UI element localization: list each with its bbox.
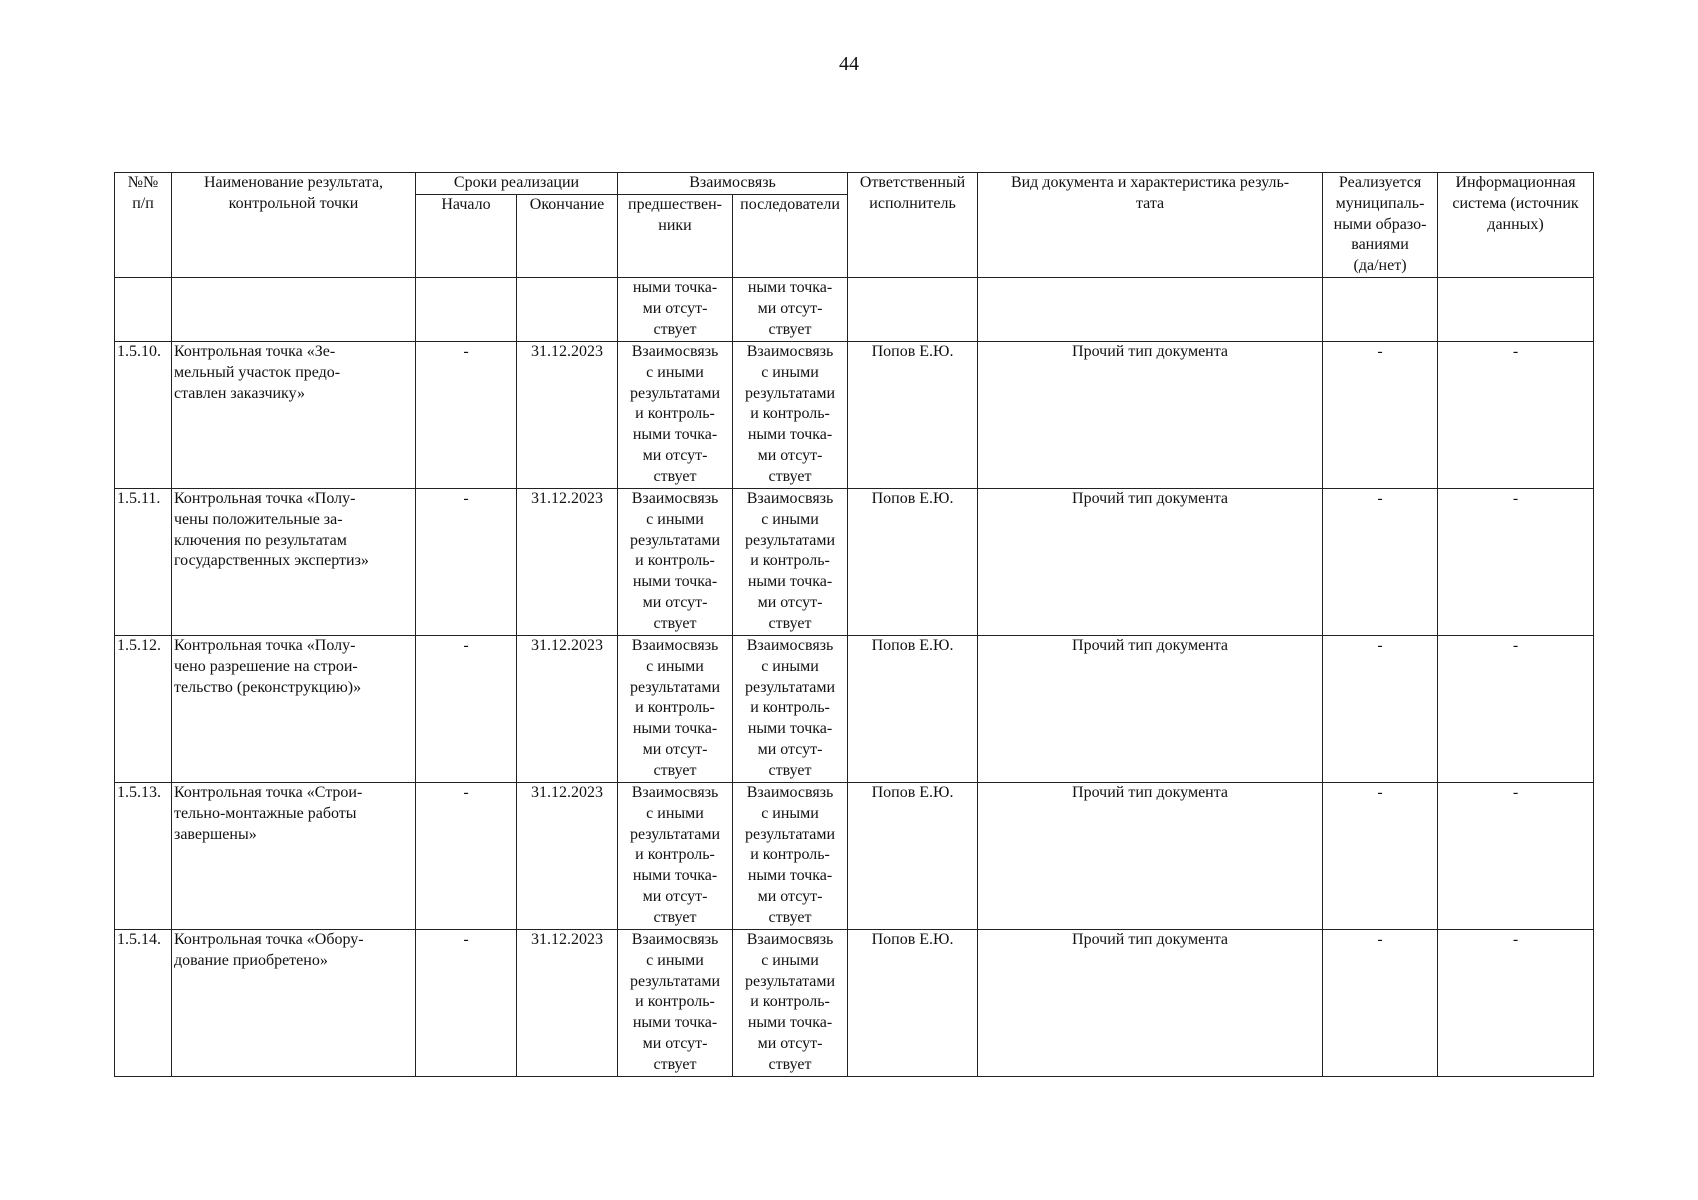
cell-responsible: Попов Е.Ю. xyxy=(848,488,978,635)
cell-doc-type: Прочий тип документа xyxy=(978,488,1323,635)
cell-successors: Взаимосвязь с иными результатами и контроль- ными точка- ми отсут- ствует xyxy=(733,635,848,782)
cell-municipal: - xyxy=(1323,341,1438,488)
cell-successors: Взаимосвязь с иными результатами и контроль- ными точка- ми отсут- ствует xyxy=(733,341,848,488)
cell-start: - xyxy=(416,635,517,782)
table-row-continuation xyxy=(115,277,1594,341)
cell-successors: Взаимосвязь с иными результатами и контроль- ными точка- ми отсут- ствует xyxy=(733,929,848,1076)
cell-name: Контрольная точка «Зе- мельный участок предо- ставлен заказчику» xyxy=(172,341,416,488)
cell-info-system xyxy=(1438,277,1594,341)
table-row xyxy=(115,488,1594,635)
cell-predecessors: ными точка- ми отсут- ствует xyxy=(618,277,733,341)
cell-num: 1.5.10. xyxy=(115,341,172,488)
table-row xyxy=(115,929,1594,1076)
cell-num: 1.5.12. xyxy=(115,635,172,782)
cell-start: - xyxy=(416,488,517,635)
cell-responsible: Попов Е.Ю. xyxy=(848,782,978,929)
cell-doc-type: Прочий тип документа xyxy=(978,929,1323,1076)
header-end: Окончание xyxy=(517,195,618,278)
cell-responsible xyxy=(848,277,978,341)
cell-info-system: - xyxy=(1438,929,1594,1076)
cell-num xyxy=(115,277,172,341)
table-row xyxy=(115,635,1594,782)
cell-predecessors: Взаимосвязь с иными результатами и контроль- ными точка- ми отсут- ствует xyxy=(618,782,733,929)
cell-doc-type: Прочий тип документа xyxy=(978,782,1323,929)
cell-predecessors: Взаимосвязь с иными результатами и контроль- ными точка- ми отсут- ствует xyxy=(618,929,733,1076)
cell-info-system: - xyxy=(1438,341,1594,488)
cell-info-system: - xyxy=(1438,635,1594,782)
control-points-table xyxy=(114,172,1594,1077)
cell-info-system: - xyxy=(1438,488,1594,635)
header-start: Начало xyxy=(416,195,517,278)
cell-info-system: - xyxy=(1438,782,1594,929)
cell-doc-type: Прочий тип документа xyxy=(978,635,1323,782)
cell-start: - xyxy=(416,782,517,929)
cell-responsible: Попов Е.Ю. xyxy=(848,341,978,488)
cell-responsible: Попов Е.Ю. xyxy=(848,635,978,782)
cell-municipal xyxy=(1323,277,1438,341)
cell-name: Контрольная точка «Полу- чены положительные за- ключения по результатам государственных экспертиз» xyxy=(172,488,416,635)
header-info-system: Информационная система (источник данных) xyxy=(1438,173,1594,278)
cell-predecessors: Взаимосвязь с иными результатами и контроль- ными точка- ми отсут- ствует xyxy=(618,488,733,635)
header-responsible: Ответственный исполнитель xyxy=(848,173,978,278)
cell-end xyxy=(517,277,618,341)
cell-municipal: - xyxy=(1323,488,1438,635)
header-num: №№ п/п xyxy=(115,173,172,278)
cell-end: 31.12.2023 xyxy=(517,929,618,1076)
cell-start: - xyxy=(416,341,517,488)
table-row xyxy=(115,341,1594,488)
header-name: Наименование результата, контрольной точки xyxy=(172,173,416,278)
header-successors: последователи xyxy=(733,195,848,278)
cell-name: Контрольная точка «Полу- чено разрешение на строи- тельство (реконструкцию)» xyxy=(172,635,416,782)
cell-name xyxy=(172,277,416,341)
cell-start: - xyxy=(416,929,517,1076)
page-number: 44 xyxy=(839,53,859,75)
cell-predecessors: Взаимосвязь с иными результатами и контроль- ными точка- ми отсут- ствует xyxy=(618,341,733,488)
cell-doc-type xyxy=(978,277,1323,341)
header-doc-type: Вид документа и характеристика резуль- тата xyxy=(978,173,1323,278)
cell-num: 1.5.11. xyxy=(115,488,172,635)
cell-end: 31.12.2023 xyxy=(517,635,618,782)
cell-start xyxy=(416,277,517,341)
header-municipal: Реализуется муниципаль- ными образо- ваниями (да/нет) xyxy=(1323,173,1438,278)
cell-successors: Взаимосвязь с иными результатами и контроль- ными точка- ми отсут- ствует xyxy=(733,782,848,929)
cell-end: 31.12.2023 xyxy=(517,488,618,635)
cell-municipal: - xyxy=(1323,929,1438,1076)
cell-successors: Взаимосвязь с иными результатами и контроль- ными точка- ми отсут- ствует xyxy=(733,488,848,635)
cell-municipal: - xyxy=(1323,782,1438,929)
header-terms: Сроки реализации xyxy=(416,173,618,195)
header-predecessors: предшествен- ники xyxy=(618,195,733,278)
cell-municipal: - xyxy=(1323,635,1438,782)
cell-name: Контрольная точка «Строи- тельно-монтажные работы завершены» xyxy=(172,782,416,929)
cell-doc-type: Прочий тип документа xyxy=(978,341,1323,488)
cell-name: Контрольная точка «Обору- дование приобретено» xyxy=(172,929,416,1076)
cell-end: 31.12.2023 xyxy=(517,341,618,488)
table-row xyxy=(115,782,1594,929)
cell-end: 31.12.2023 xyxy=(517,782,618,929)
cell-num: 1.5.13. xyxy=(115,782,172,929)
cell-responsible: Попов Е.Ю. xyxy=(848,929,978,1076)
header-relation: Взаимосвязь xyxy=(618,173,848,195)
cell-successors: ными точка- ми отсут- ствует xyxy=(733,277,848,341)
cell-num: 1.5.14. xyxy=(115,929,172,1076)
cell-predecessors: Взаимосвязь с иными результатами и контроль- ными точка- ми отсут- ствует xyxy=(618,635,733,782)
